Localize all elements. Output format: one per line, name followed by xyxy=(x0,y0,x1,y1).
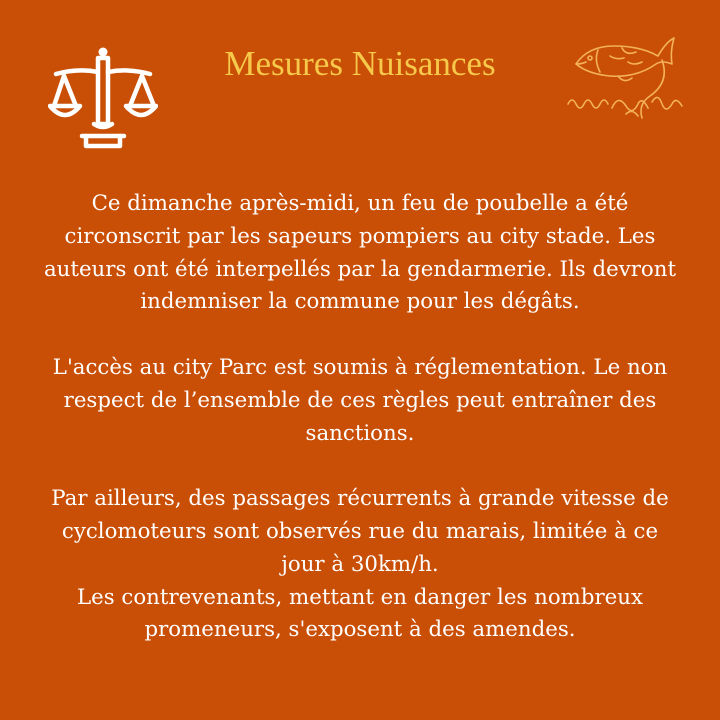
paragraph-city-park xyxy=(20,352,700,450)
text-line: Ce dimanche après-midi, un feu de poubelle a été xyxy=(91,191,629,216)
page-title: Mesures Nuisances xyxy=(224,44,496,83)
text-line: Par ailleurs, des passages récurrents à grande vitesse de xyxy=(51,486,669,512)
text-line: Les contrevenants, mettant en danger les nombreux xyxy=(76,584,643,610)
text-line: indemniser la commune pour les dégâts. xyxy=(140,289,580,315)
text-line: circonscrit par les sapeurs pompiers au city stade. Les xyxy=(64,223,656,249)
text-line: jour à 30km/h. xyxy=(281,551,439,577)
paragraph-fire xyxy=(20,188,700,319)
text-line: auteurs ont été interpellés par la gendarmerie. Ils devront xyxy=(43,256,677,282)
text-line: L'accès au city Parc est soumis à réglementation. Le non xyxy=(52,354,668,380)
fish-icon xyxy=(566,34,686,130)
paragraph-speeding xyxy=(20,483,700,647)
text-line: sanctions. xyxy=(305,420,415,446)
text-line: promeneurs, s'exposent à des amendes. xyxy=(144,617,576,643)
text-line: respect de l’ensemble de ces règles peut entraîner des xyxy=(63,387,657,413)
text-line: cyclomoteurs sont observés rue du marais, limitée à ce xyxy=(61,518,659,544)
announcement-body xyxy=(20,188,700,647)
